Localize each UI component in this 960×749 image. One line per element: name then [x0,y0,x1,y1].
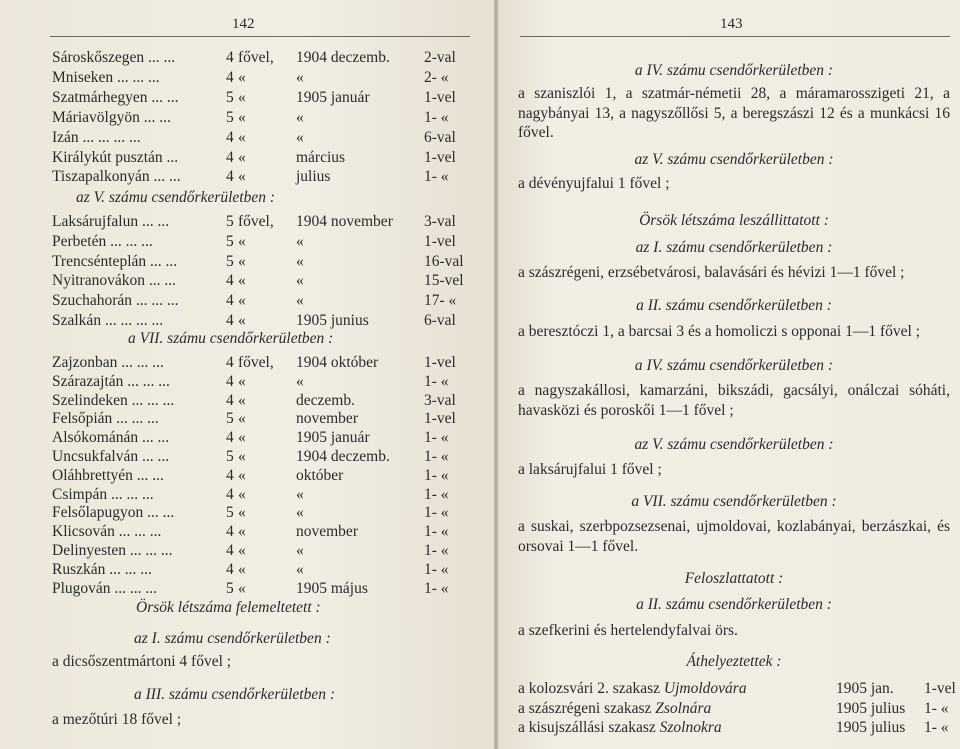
change-date: « [296,128,304,146]
staff-unit: « [238,68,246,86]
staff-unit: fővel, [238,354,274,371]
staff-unit: « [238,252,246,270]
transfer-row [518,680,956,700]
change-count: 1-vel [424,148,456,166]
change-count: 1- « [424,579,449,597]
staff-count: 5 [226,504,234,522]
section-heading: a III. számu csendőrkerületben : [134,686,336,703]
station-name: Tiszapalkonyán ... ... [52,168,181,186]
staff-count: 4 [226,128,234,146]
staff-unit: « [238,542,246,559]
staff-count: 4 [226,542,234,559]
change-count: 1- « [424,168,449,186]
paragraph: a dévényujfalui 1 fővel ; [518,175,670,192]
change-date: « [296,292,304,310]
transfer-row [518,719,950,739]
staff-count: 4 [226,292,234,310]
staff-count: 5 [226,252,234,270]
change-count: 2- « [424,68,449,86]
change-count: 1- « [424,504,449,522]
change-count: 6-val [424,128,456,146]
header-rule [50,36,470,37]
staff-unit: « [238,88,246,106]
change-date: « [296,68,304,86]
section-heading: Áthelyeztettek : [686,653,782,670]
staff-unit: « [238,448,246,465]
station-name: Klicsován ... ... ... [52,523,162,541]
transfer-date: 1905 julius [836,719,906,736]
page-number: 143 [720,16,743,32]
staff-unit: « [238,523,246,541]
staff-unit: « [238,292,246,310]
change-count: 16-val [424,252,464,270]
staff-count: 4 [226,312,234,329]
transfer-place: Zsolnára [655,699,712,717]
transfer-unit: a szászrégeni szakasz [518,699,656,717]
staff-count: 4 [226,272,234,290]
change-date: 1904 deczemb. [296,49,390,66]
staff-unit: « [238,579,246,597]
station-name: Szatmárhegyen ... ... [52,88,179,106]
change-date: « [296,372,304,390]
staff-count: 5 [226,108,234,126]
staff-unit: « [238,429,246,447]
staff-unit: fővel, [238,49,274,66]
transfer-text [518,719,722,737]
section-heading: a II. számu csendőrkerületben : [636,297,832,314]
station-name: Felsőpián ... ... ... [52,410,159,428]
transfer-count: 1-vel [924,680,956,697]
staff-unit: fővel, [238,213,274,230]
station-name: Plugován ... ... ... [52,579,158,597]
section-heading: az V. számu csendőrkerületben : [634,436,834,453]
staff-count: 4 [226,523,234,541]
station-name: Máriavölgyön ... ... [52,108,171,126]
station-name: Mniseken ... ... ... [52,68,160,86]
station-name: Királykút pusztán ... [52,148,179,166]
section-heading: Feloszlattatott : [684,570,784,587]
section-heading: a VII. számu csendőrkerületben : [631,493,837,510]
section-heading: az I. számu csendőrkerületben : [635,239,833,256]
header-rule [520,36,950,37]
station-name: Zajzonban ... ... ... [52,354,164,371]
change-date: 1905 május [296,579,368,597]
staff-count: 4 [226,560,234,578]
change-count: 1- « [424,523,449,541]
change-count: 1- « [424,448,449,465]
staff-count: 5 [226,448,234,465]
change-date: 1905 január [296,429,370,447]
staff-count: 4 [226,49,234,66]
change-date: 1905 január [296,88,370,106]
staff-unit: « [238,128,246,146]
section-heading: a VII. számu csendőrkerületben : [128,330,334,347]
change-date: 1904 deczemb. [296,448,390,465]
section-heading: az V. számu csendőrkerületben : [76,189,276,206]
transfer-row [518,700,950,720]
station-name: Izán ... ... ... ... [52,128,141,146]
station-name: Csimpán ... ... ... [52,485,154,503]
change-date: « [296,272,304,290]
change-count: 1- « [424,542,449,559]
change-count: 6-val [424,312,456,329]
station-name: Felsőlapugyon ... ... [52,504,175,522]
paragraph: a dicsőszentmártoni 4 fővel ; [52,653,232,670]
staff-count: 4 [226,429,234,447]
staff-unit: « [238,391,246,409]
staff-count: 4 [226,168,234,186]
change-count: 1-vel [424,232,456,250]
transfer-unit: a kisujszállási szakasz [518,719,660,736]
change-date: julius [296,168,331,186]
change-count: 1-vel [424,410,456,428]
staff-count: 4 [226,354,234,371]
change-count: 1- « [424,485,449,503]
staff-unit: « [238,148,246,166]
transfer-place: Szolnokra [659,719,722,736]
change-count: 2-val [424,49,456,66]
paragraph: a laksárujfalui 1 fővel ; [518,461,662,478]
staff-unit: « [238,410,246,428]
paragraph: a szefkerini és hertelendyfalvai örs. [518,622,738,639]
change-date: 1904 október [296,354,379,371]
paragraph: a szászrégeni, erzsébetvárosi, balavásári és hévizi 1—1 fővel ; [518,264,905,281]
staff-count: 5 [226,213,234,230]
change-count: 1- « [424,108,449,126]
change-count: 15-vel [424,272,464,290]
staff-count: 5 [226,579,234,597]
station-name: Sároskőszegen ... ... [52,49,176,66]
change-date: « [296,232,304,250]
staff-unit: « [238,560,246,578]
section-heading: a IV. számu csendőrkerületben : [634,357,834,374]
station-name: Delinyesten ... ... ... [52,542,173,559]
staff-count: 4 [226,372,234,390]
transfer-text [518,680,747,698]
station-name: Perbetén ... ... ... [52,232,153,250]
change-date: « [296,108,304,126]
change-count: 1- « [424,560,449,578]
transfer-place: Ujmoldovára [663,680,747,697]
staff-unit: « [238,168,246,186]
page-number: 142 [232,16,255,32]
station-name: Nyitranovákon ... ... [52,272,176,290]
station-name: Laksárujfalun ... ... [52,213,170,230]
staff-unit: « [238,485,246,503]
paragraph: a beresztóczi 1, a barcsai 3 és a homoliczi s opponai 1—1 fővel ; [518,323,921,340]
station-name: Szelindeken ... ... ... [52,391,175,409]
station-name: Szárazajtán ... ... ... [52,372,170,390]
change-date: « [296,252,304,270]
station-name: Ruszkán ... ... ... [52,560,152,578]
staff-count: 5 [226,88,234,106]
station-name: Trencsénteplán ... ... [52,252,178,270]
transfer-date: 1905 julius [836,699,906,717]
section-heading: Örsök létszáma felemeltetett : [136,599,321,616]
staff-unit: « [238,312,246,329]
staff-count: 5 [226,410,234,428]
staff-count: 5 [226,232,234,250]
change-count: 1- « [424,429,449,447]
transfer-date: 1905 jan. [836,680,894,697]
station-name: Szalkán ... ... ... ... [52,312,164,329]
staff-count: 4 [226,485,234,503]
change-count: 1-vel [424,88,456,106]
paragraph: a suskai, szerbpozsezsenai, ujmoldovai, kozlabányai, berzászkai, és orsovai 1—1 fővel. [518,518,950,555]
staff-count: 4 [226,391,234,409]
change-count: 3-val [424,213,456,230]
change-date: « [296,560,304,578]
staff-unit: « [238,504,246,522]
section-heading: a II. számu csendőrkerületben : [636,596,832,613]
staff-unit: « [238,108,246,126]
change-date: « [296,542,304,559]
transfer-count: 1- « [924,719,949,736]
change-date: « [296,504,304,522]
change-date: 1905 junius [296,312,369,329]
staff-count: 4 [226,68,234,86]
change-count: 1- « [424,466,449,484]
change-count: 1-vel [424,354,456,371]
staff-unit: « [238,232,246,250]
change-date: 1904 november [296,213,393,230]
change-date: március [296,148,346,166]
change-count: 1- « [424,372,449,390]
change-date: november [296,410,358,428]
section-heading: Örsök létszáma leszállittatott : [639,212,829,229]
transfer-unit: a kolozsvári 2. szakasz [518,680,664,697]
transfer-count: 1- « [924,699,949,717]
section-heading: az I. számu csendőrkerületben : [134,630,331,647]
section-heading: a IV. számu csendőrkerületben : [634,62,834,79]
right-page [498,0,960,749]
station-name: Oláhbrettyén ... ... [52,466,164,484]
change-date: október [296,466,344,484]
staff-unit: « [238,372,246,390]
paragraph: a nagyszakállosi, kamarzáni, bikszádi, gacsályi, onálczai sóháti, havasközi és poroskői 1—1 fővel ; [518,382,950,419]
section-heading: az V. számu csendőrkerületben : [634,151,834,168]
change-date: deczemb. [296,391,355,409]
station-name: Alsókománán ... ... [52,429,170,447]
change-count: 17- « [424,292,457,310]
station-name: Uncsukfalván ... ... [52,448,170,465]
paragraph: a szaniszlói 1, a szatmár-németii 28, a máramarosszigeti 21, a nagybányai 13, a nagyszőllősi 5, a beregszászi 12 és a munkácsi 16 fővel. [518,85,950,142]
staff-unit: « [238,272,246,290]
change-count: 3-val [424,391,456,409]
change-date: november [296,523,358,541]
paragraph: a mezőtúri 18 fővel ; [52,711,182,728]
transfer-text [518,700,711,718]
staff-unit: « [238,466,246,484]
station-name: Szuchahorán ... ... ... [52,292,179,310]
change-date: « [296,485,304,503]
staff-count: 4 [226,148,234,166]
staff-count: 4 [226,466,234,484]
